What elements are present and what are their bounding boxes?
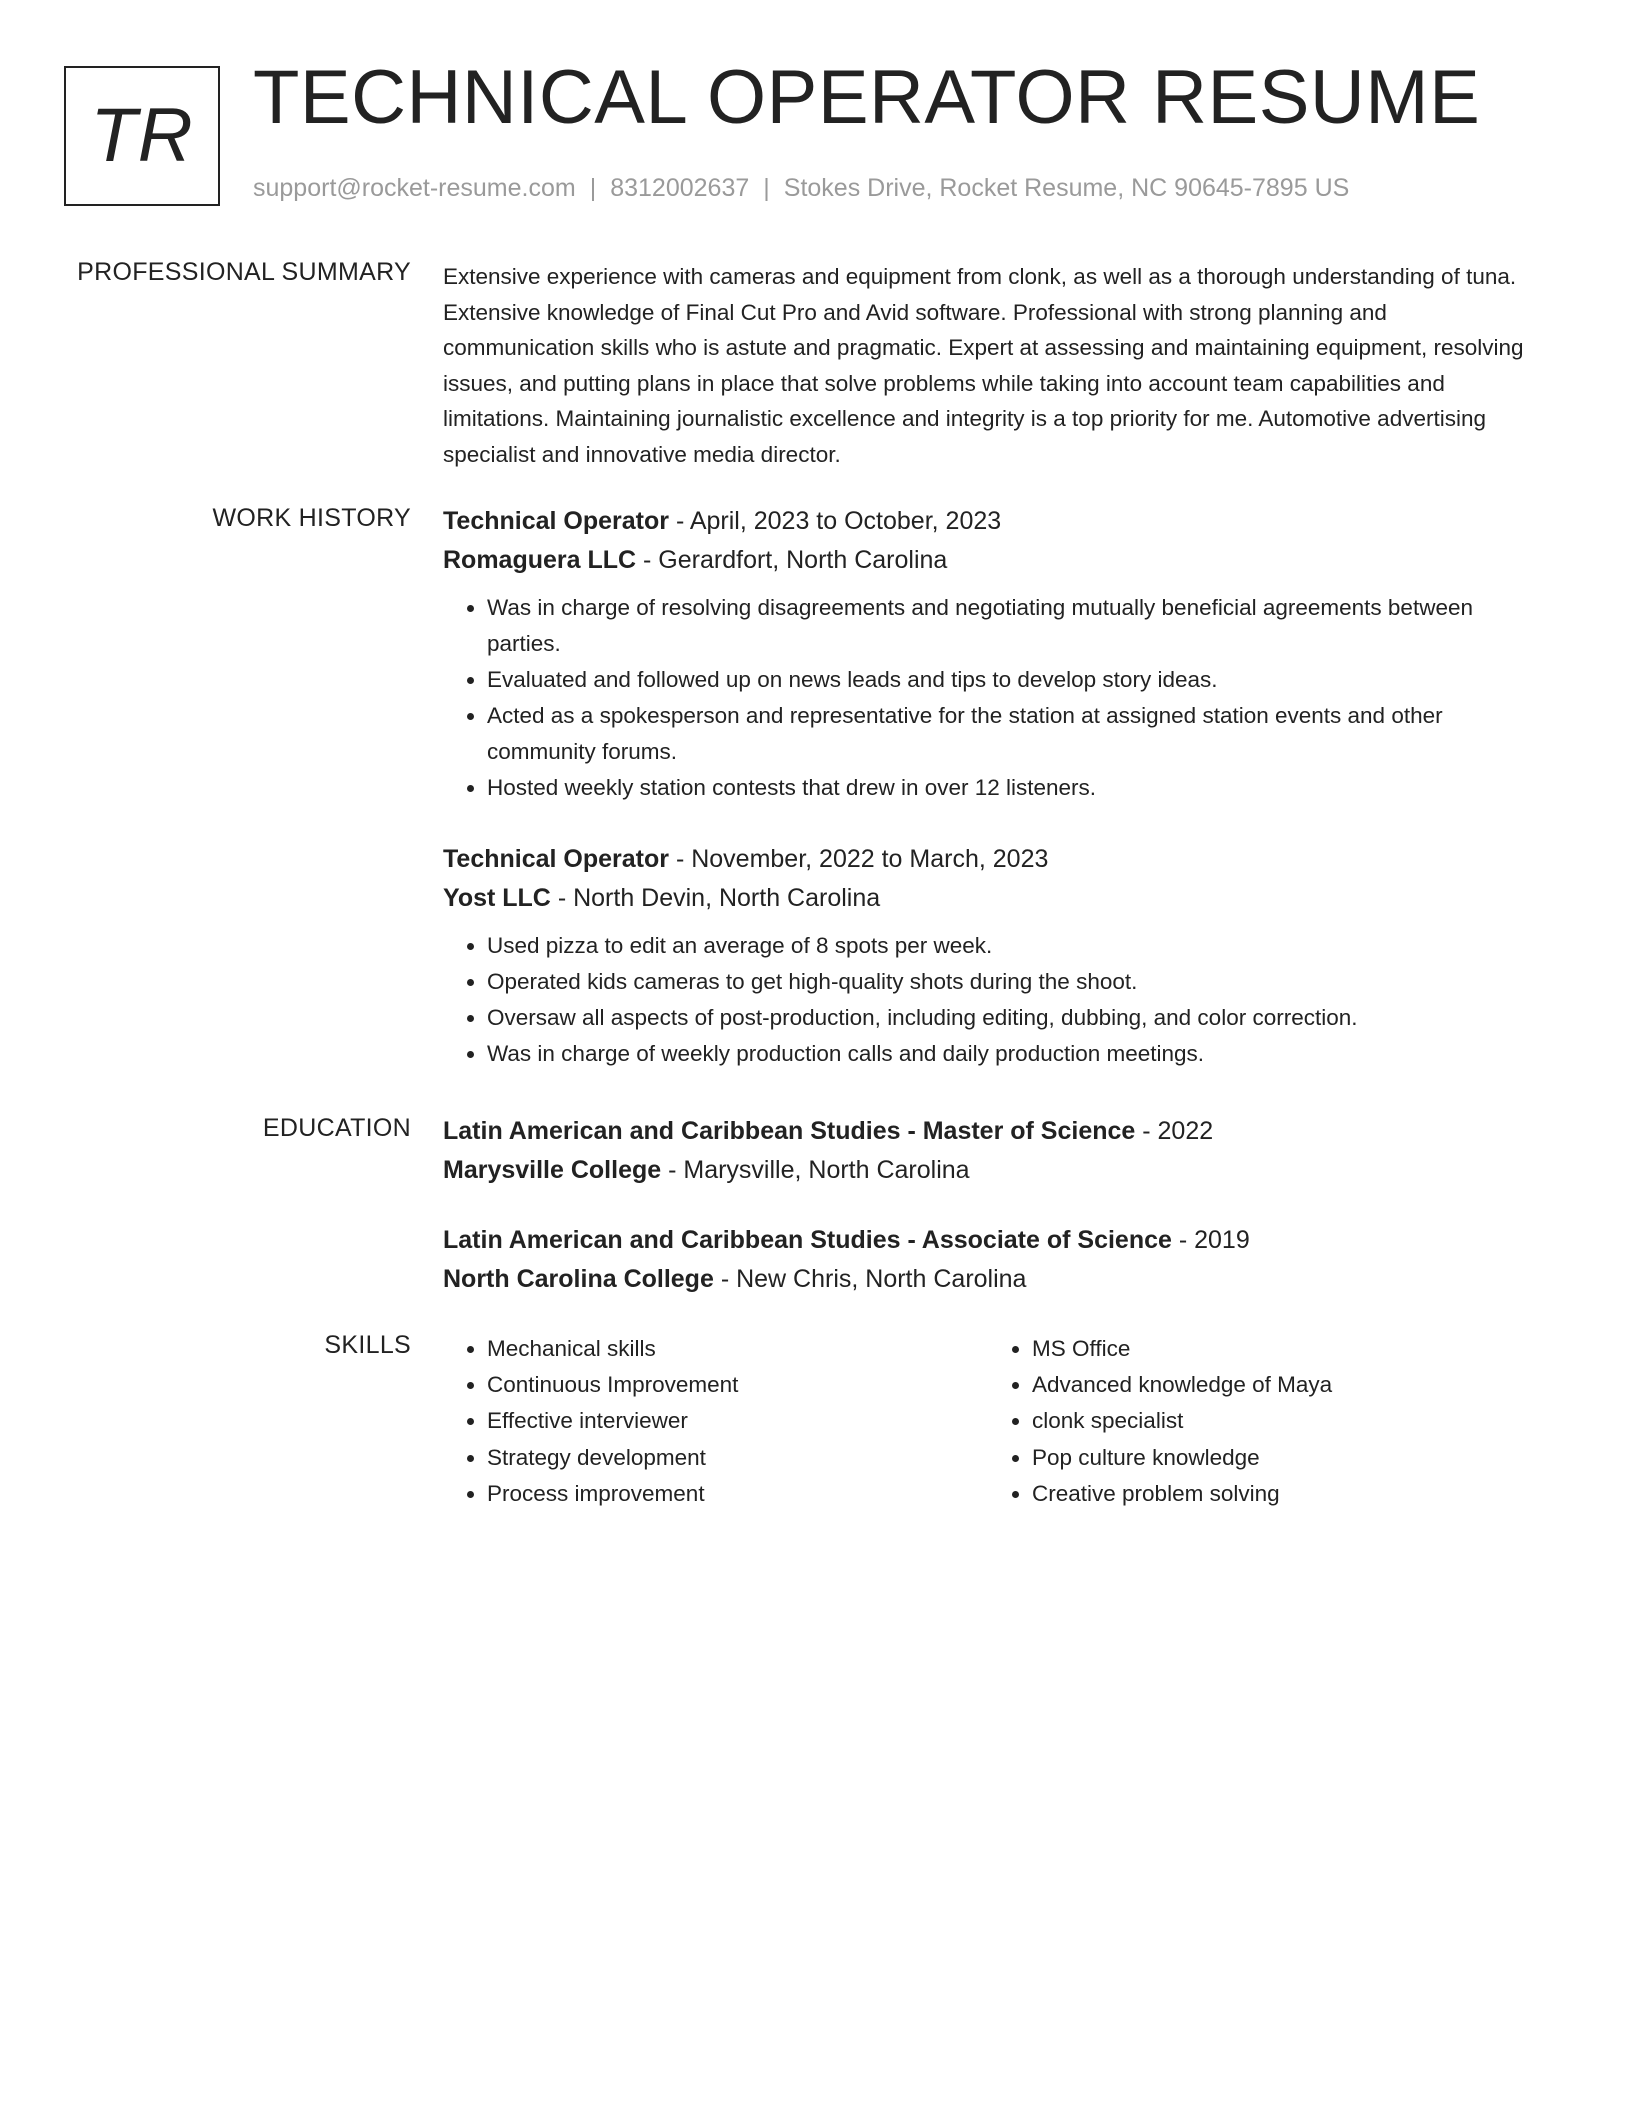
monogram-initials: TR xyxy=(90,93,194,178)
contact-address: Stokes Drive, Rocket Resume, NC 90645-7895 US xyxy=(783,174,1350,202)
contact-line xyxy=(253,174,1349,203)
skill-item: • Advanced knowledge of Maya xyxy=(1032,1367,1332,1403)
job-bullet: • Was in charge of weekly production calls and daily production meetings. xyxy=(487,1036,1543,1072)
section-label-skills: SKILLS xyxy=(324,1331,411,1359)
summary-body xyxy=(443,259,1543,472)
contact-separator: | xyxy=(763,174,770,202)
monogram-box xyxy=(64,66,220,206)
job-title: Technical Operator xyxy=(443,845,669,873)
job-bullet: • Was in charge of resolving disagreements and negotiating mutually beneficial agreements between parties. xyxy=(487,590,1543,662)
contact-email: support@rocket-resume.com xyxy=(253,174,576,202)
education-location: - Marysville, North Carolina xyxy=(661,1156,970,1184)
skills-list-right xyxy=(988,1331,1332,1512)
education-year: - 2019 xyxy=(1171,1226,1250,1254)
skill-item: • Effective interviewer xyxy=(487,1403,738,1439)
job-bullets xyxy=(443,590,1543,806)
resume-title: TECHNICAL OPERATOR RESUME xyxy=(253,55,1481,140)
job-company: Romaguera LLC xyxy=(443,546,637,574)
job-bullet: • Used pizza to edit an average of 8 spots per week. xyxy=(487,928,1543,964)
job-title-line xyxy=(443,502,1543,541)
education-school: North Carolina College xyxy=(443,1265,714,1293)
section-label-summary: PROFESSIONAL SUMMARY xyxy=(77,258,411,286)
education-school: Marysville College xyxy=(443,1156,662,1184)
section-label-education: EDUCATION xyxy=(262,1114,411,1142)
job-location: - North Devin, North Carolina xyxy=(550,884,881,912)
education-degree: Latin American and Caribbean Studies - Associate of Science xyxy=(443,1226,1172,1254)
job-bullet: • Oversaw all aspects of post-production, including editing, dubbing, and color correction. xyxy=(487,1000,1543,1036)
skill-item: • Continuous Improvement xyxy=(487,1367,738,1403)
education-entry xyxy=(443,1112,1543,1190)
summary-text: Extensive experience with cameras and equipment from clonk, as well as a thorough understanding of tuna. Extensive knowledge of Final Cut Pro and Avid software. Professional with strong planning and communication skills who is astute and pragmatic. Expert at assessing and maintaining equipment, resolving issues, and putting plans in place that solve problems while taking into account team capabilities and limitations. Maintaining journalistic excellence and integrity is a top priority for me. Automotive advertising specialist and innovative media director. xyxy=(443,264,1524,467)
contact-separator: | xyxy=(589,174,597,202)
job-company-line xyxy=(443,879,1543,918)
education-degree-line xyxy=(443,1112,1543,1151)
job-title: Technical Operator xyxy=(443,507,669,535)
job-location: - Gerardfort, North Carolina xyxy=(636,546,948,574)
skill-item: • Process improvement xyxy=(487,1476,738,1512)
job-entry xyxy=(443,840,1543,1072)
job-dates: - April, 2023 to October, 2023 xyxy=(669,507,1002,535)
skill-item: • clonk specialist xyxy=(1032,1403,1332,1439)
skill-item: • MS Office xyxy=(1032,1331,1332,1367)
job-bullet: • Operated kids cameras to get high-quality shots during the shoot. xyxy=(487,964,1543,1000)
job-bullet: • Hosted weekly station contests that drew in over 12 listeners. xyxy=(487,770,1543,806)
skills-list-left xyxy=(443,1331,738,1512)
education-location: - New Chris, North Carolina xyxy=(713,1265,1027,1293)
job-title-line xyxy=(443,840,1543,879)
job-company-line xyxy=(443,541,1543,580)
education-year: - 2022 xyxy=(1135,1117,1214,1145)
education-school-line xyxy=(443,1151,1543,1190)
job-entry xyxy=(443,502,1543,806)
education-school-line xyxy=(443,1260,1543,1299)
education-entry xyxy=(443,1221,1543,1299)
section-label-work: WORK HISTORY xyxy=(212,504,411,532)
job-bullets xyxy=(443,928,1543,1072)
job-bullet: • Evaluated and followed up on news leads and tips to develop story ideas. xyxy=(487,662,1543,698)
education-body xyxy=(443,1112,1543,1317)
skill-item: • Creative problem solving xyxy=(1032,1476,1332,1512)
job-dates: - November, 2022 to March, 2023 xyxy=(669,845,1049,873)
skill-item: • Strategy development xyxy=(487,1440,738,1476)
job-bullet: • Acted as a spokesperson and representative for the station at assigned station events and other community forums. xyxy=(487,698,1543,770)
work-history-body xyxy=(443,502,1543,1090)
education-degree-line xyxy=(443,1221,1543,1260)
skill-item: • Pop culture knowledge xyxy=(1032,1440,1332,1476)
education-degree: Latin American and Caribbean Studies - Master of Science xyxy=(443,1117,1136,1145)
job-company: Yost LLC xyxy=(443,884,551,912)
contact-phone: 8312002637 xyxy=(610,174,750,202)
skill-item: • Mechanical skills xyxy=(487,1331,738,1367)
